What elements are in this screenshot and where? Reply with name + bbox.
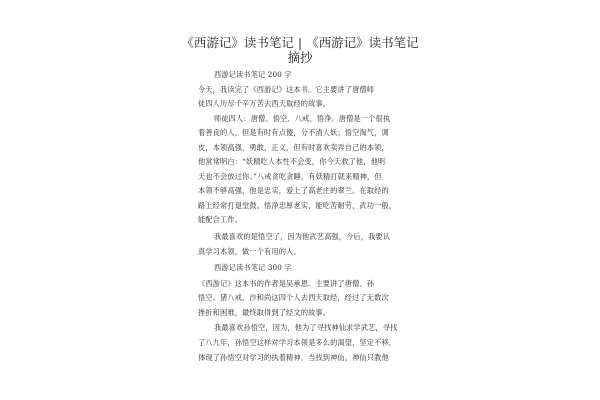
text-line: 今天，我读完了《西游记》这本书。它主要讲了唐僧师 xyxy=(198,85,375,94)
text-line: 《西游记》这本书的作者是吴承恩。主要讲了唐僧、孙 xyxy=(198,279,375,288)
text-line: 徒四人历尽千辛万苦去西天取经的故事。 xyxy=(198,99,331,108)
text-line: 我最喜欢孙悟空，因为，他为了寻找神仙求学武艺，寻找 xyxy=(214,323,398,332)
text-line: 他常常明白：“妖精吃人本性不会变，你今天救了他，他明 xyxy=(198,157,386,166)
text-line: 体现了孙悟空对学习的执着精神，当找到神仙，神仙只教他 xyxy=(198,353,389,362)
text-line: 本领不够高强，他是忠实，爱上了高老庄的翠兰。在取经的 xyxy=(198,186,389,195)
text-line: 悟空、猪八戒、沙和尚这四个人去西天取经，经过了无数次 xyxy=(198,293,389,302)
text-line: 皮，本领高强，勇敢，正义，但有时喜欢卖弄自己的本领， xyxy=(198,143,389,152)
text-line: 着善良的人，但是有时有点傻，分不清人妖；悟空淘气，调 xyxy=(198,128,389,137)
text-line: 真学习本领，做一个有用的人。 xyxy=(198,247,301,256)
text-line: 师徒四人：唐僧、悟空、八戒、悟净。唐僧是一个很执 xyxy=(214,114,391,123)
text-line: 挫折和困难，最终取得到了经文的故事。 xyxy=(198,308,331,317)
section-heading-200: 西游记读书笔记 200 字 xyxy=(214,70,292,79)
section-heading-300: 西游记读书笔记 300 字 xyxy=(214,263,292,272)
text-line: 我最喜欢的是悟空了，因为他武艺高强，今后，我要认 xyxy=(214,232,391,241)
text-line: 天也不会放过你。”八戒贪吃贪睡，有妖精打就来精神，但 xyxy=(198,172,382,181)
text-line: 路上经常打退堂鼓。悟净忠厚老实，能吃苦耐劳，武功一般， xyxy=(198,201,397,210)
document-title-line-2: 摘抄 xyxy=(287,50,313,65)
text-line: 了八九年，孙悟空这样对学习本领是多么的渴望，坚定不移， xyxy=(198,338,397,347)
text-line: 能配合工作。 xyxy=(198,215,243,224)
document-title-line-1: 《西游记》读书笔记 | 《西游记》读书笔记 xyxy=(181,35,419,50)
